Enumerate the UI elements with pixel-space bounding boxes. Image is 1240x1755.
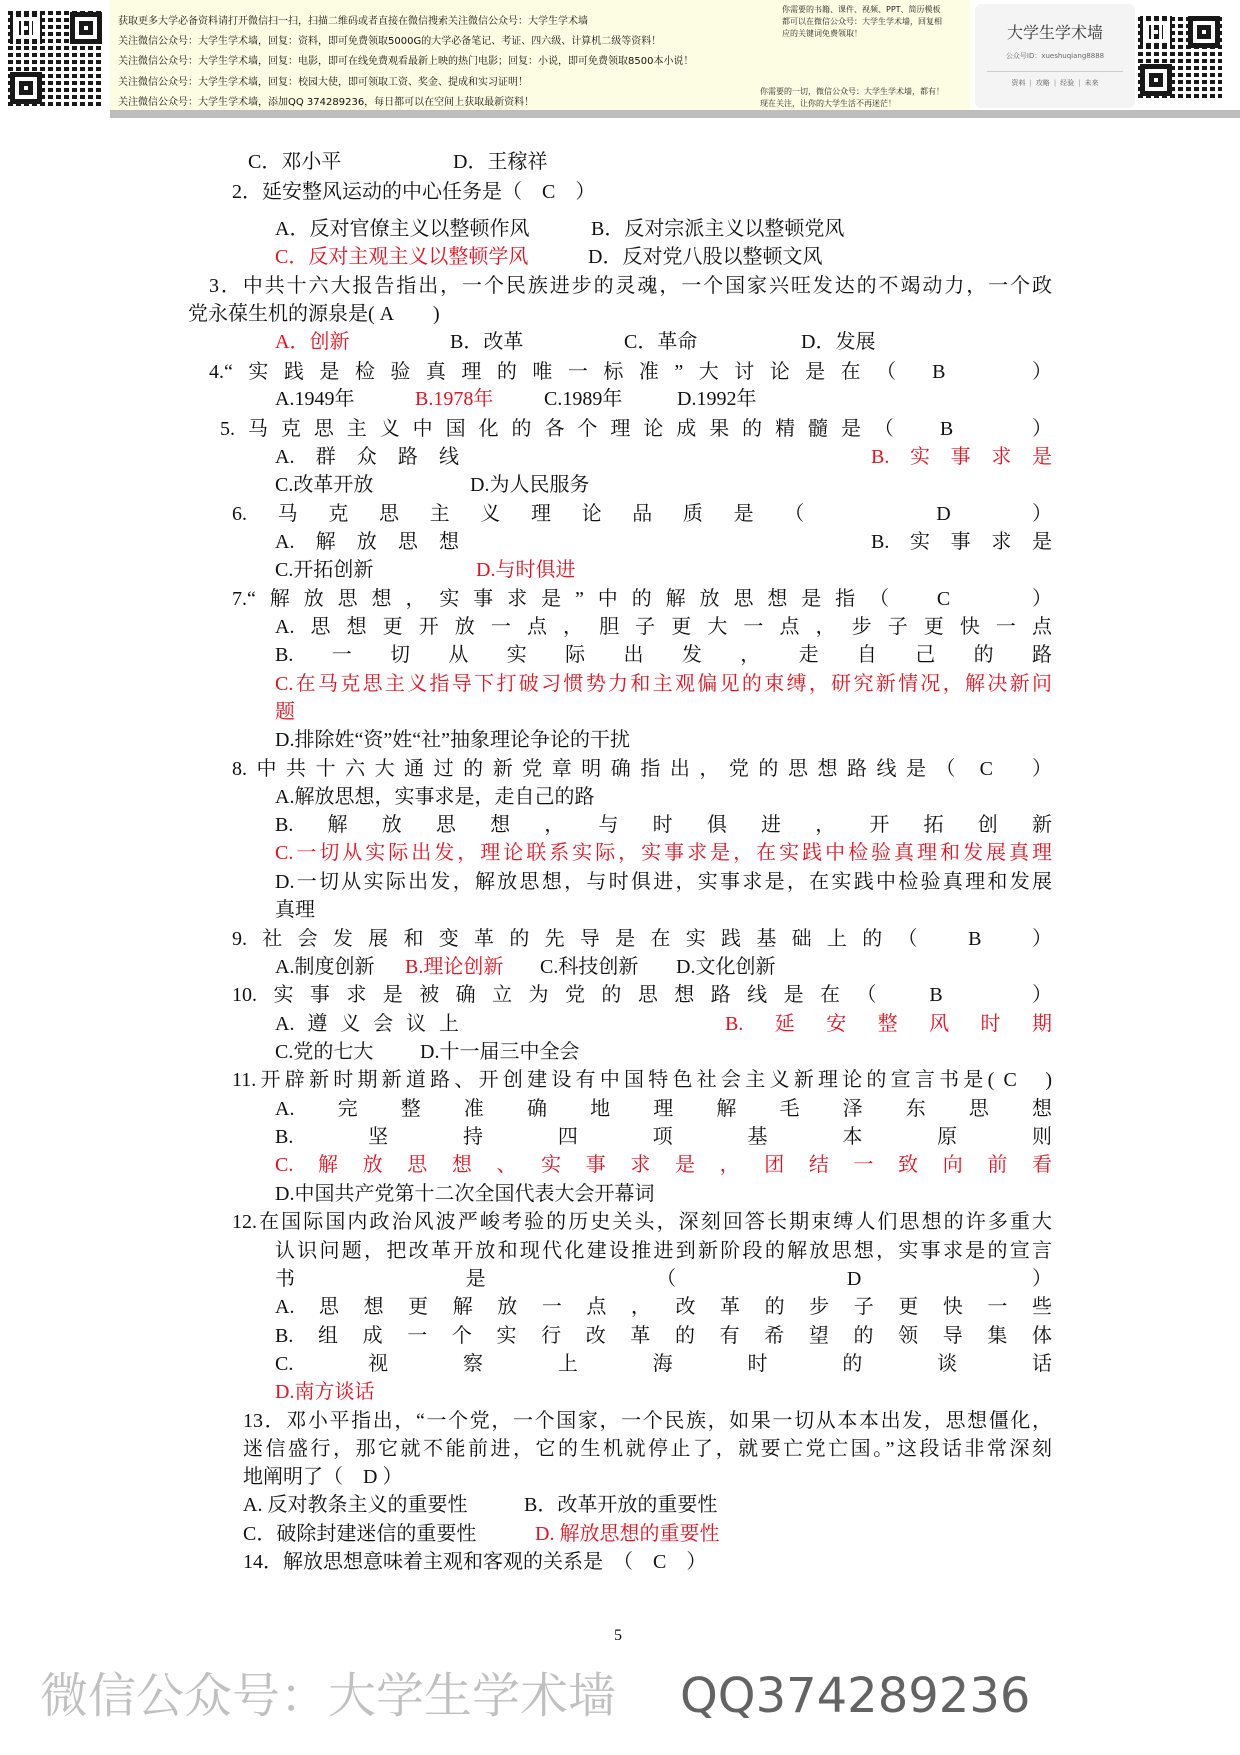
- option: C.1989年: [544, 388, 623, 410]
- option: B.组成一个实行改革的有希望的领导集体: [275, 1325, 1052, 1347]
- correct-option: C.一切从实际出发，理论联系实际，实事求是，在实践中检验真理和发展真理: [275, 842, 1052, 864]
- option: C．邓小平: [248, 151, 342, 173]
- option: A. 反对教条主义的重要性: [243, 1494, 468, 1516]
- account-id: 公众号ID：xueshuqiang8888: [1005, 52, 1105, 60]
- account-links: 资料 | 攻略 | 经验 | 未来: [1011, 79, 1099, 87]
- question-stem: 2．延安整风运动的中心任务是（ C ）: [232, 181, 596, 203]
- question-stem: 3．中共十六大报告指出，一个民族进步的灵魂，一个国家兴旺发达的不竭动力，一个政: [209, 275, 1052, 297]
- watermark-qq: QQ374289236: [680, 1668, 1031, 1724]
- banner-line: 关注微信公众号：大学生学术墙，添加QQ 374289236，每日都可以在空间上获取最新资料！: [118, 97, 535, 108]
- page-number: 5: [614, 1627, 622, 1644]
- question-stem: 党永葆生机的源泉是( A ): [188, 303, 440, 325]
- question-stem: 认识问题，把改革开放和现代化建设推进到新阶段的解放思想，实事求是的宣言: [275, 1240, 1052, 1262]
- option: C.视察上海时的谈话: [275, 1353, 1052, 1375]
- option: B．改革开放的重要性: [524, 1494, 718, 1516]
- correct-option: D. 解放思想的重要性: [535, 1523, 720, 1545]
- option: C．革命: [624, 331, 698, 353]
- option: D.排除姓“资”姓“社”抽象理论争论的干扰: [275, 729, 630, 751]
- banner-line: 关注微信公众号：大学生学术墙，回复：电影，即可在线免费观看最新上映的热门电影；回复：小说，即可免费领取8500本小说！: [118, 56, 694, 67]
- option: B.实事求是: [871, 531, 1052, 553]
- option: D．反对党八股以整顿文风: [588, 246, 823, 268]
- promo-text: 现在关注，让你的大学生活不再迷茫！: [760, 99, 896, 108]
- option: B．改革: [450, 331, 524, 353]
- promo-text: 你需要的书籍、课件、视频、PPT、简历模板: [782, 5, 941, 14]
- question-stem: 11.开辟新时期新道路、开创建设有中国特色社会主义新理论的宣言书是( C ): [232, 1069, 1052, 1091]
- question-stem: 7.“解放思想，实事求是”中的解放思想是指（ C ）: [232, 588, 1052, 610]
- option: C．破除封建迷信的重要性: [243, 1523, 477, 1545]
- option: A.思想更开放一点，胆子更大一点，步子更快一点: [275, 616, 1052, 638]
- option: D．王稼祥: [453, 151, 548, 173]
- watermark: 微信公众号：大学生学术墙: [40, 1668, 617, 1724]
- option: B.一切从实际出发，走自己的路: [275, 644, 1052, 666]
- account-title: 大学生学术墙: [1006, 23, 1103, 42]
- correct-option: B.延安整风时期: [725, 1013, 1052, 1035]
- question-stem: 迷信盛行，那它就不能前进，它的生机就停止了，就要亡党亡国。”这段话非常深刻: [243, 1438, 1052, 1460]
- question-stem: 14．解放思想意味着主观和客观的关系是 （ C ）: [243, 1551, 707, 1573]
- option: C.党的七大: [275, 1041, 374, 1063]
- question-stem: 6.马克思主义理论品质是（ D ）: [232, 503, 1052, 525]
- question-stem: 9.社会发展和变革的先导是在实践基础上的（ B ）: [232, 928, 1052, 950]
- account-card: [975, 4, 1135, 108]
- banner-line: 获取更多大学必备资料请打开微信扫一扫，扫描二维码或者直接在微信搜索关注微信公众号：大学生学术墙: [118, 16, 588, 27]
- correct-option: C．反对主观主义以整顿学风: [275, 246, 529, 268]
- option: A.完整准确地理解毛泽东思想: [275, 1098, 1052, 1120]
- question-stem: 4.“实践是检验真理的唯一标准”大讨论是在（ B ）: [209, 361, 1052, 383]
- qr-code-left: [8, 10, 104, 106]
- question-stem: 12.在国际国内政治风波严峻考验的历史关头，深刻回答长期束缚人们思想的许多重大: [232, 1211, 1052, 1233]
- banner-strip: [110, 110, 1240, 118]
- option: D.中国共产党第十二次全国代表大会开幕词: [275, 1183, 655, 1205]
- banner-line: 关注微信公众号：大学生学术墙，回复：资料，即可免费领取5000G的大学必备笔记、考证、四六级、计算机二级等资料！: [118, 36, 662, 47]
- question-stem: 8.中共十六大通过的新党章明确指出，党的思想路线是（ C ）: [232, 758, 1052, 780]
- option: A.群众路线: [275, 446, 459, 468]
- correct-option: C.解放思想、实事求是，团结一致向前看: [275, 1154, 1052, 1176]
- question-stem: 5.马克思主义中国化的各个理论成果的精髓是（ B ）: [220, 418, 1052, 440]
- option: C.改革开放: [275, 474, 374, 496]
- option: D.文化创新: [676, 956, 776, 978]
- promo-text: 你需要的一切，微信公众号：大学生学术墙，都有！: [760, 87, 944, 96]
- promo-banner: [0, 0, 1240, 118]
- option: D.为人民服务: [470, 474, 590, 496]
- correct-option: B.理论创新: [405, 956, 504, 978]
- link-label: 攻略: [1035, 79, 1050, 87]
- option: D.十一届三中全会: [420, 1041, 580, 1063]
- correct-option: B.1978年: [415, 388, 494, 410]
- option: C.科技创新: [540, 956, 639, 978]
- option: A.制度创新: [275, 956, 375, 978]
- question-stem: 地阐明了（ D ）: [243, 1466, 403, 1488]
- option: A.遵义会议上: [275, 1013, 459, 1035]
- option: B.解放思想，与时俱进，开拓创新: [275, 814, 1052, 836]
- link-label: 经验: [1060, 79, 1075, 87]
- option: A.1949年: [275, 388, 355, 410]
- link-label: 资料: [1011, 79, 1026, 87]
- divider: [987, 71, 1123, 72]
- correct-option: C.在马克思主义指导下打破习惯势力和主观偏见的束缚，研究新情况，解决新问: [275, 673, 1052, 695]
- correct-option: B.实事求是: [871, 446, 1052, 468]
- option: C.开拓创新: [275, 559, 374, 581]
- qr-code-right: [1138, 14, 1222, 98]
- option: A.解放思想，实事求是，走自己的路: [275, 786, 595, 808]
- option: D．发展: [801, 331, 876, 353]
- promo-text: 应的关键词免费领取！: [782, 29, 862, 38]
- correct-option: 题: [275, 701, 295, 723]
- banner-line: 关注微信公众号：大学生学术墙，回复：校园大使，即可领取工资、奖金、提成和实习证明！: [118, 77, 528, 88]
- correct-option: A．创新: [275, 331, 350, 353]
- option: D.一切从实际出发，解放思想，与时俱进，实事求是，在实践中检验真理和发展: [275, 871, 1052, 893]
- option: 真理: [275, 899, 315, 921]
- option: D.1992年: [677, 388, 757, 410]
- correct-option: D.与时俱进: [476, 559, 576, 581]
- option: B.坚持四项基本原则: [275, 1126, 1052, 1148]
- link-label: 未来: [1084, 79, 1099, 87]
- option: A．反对官僚主义以整顿作风: [275, 218, 530, 240]
- promo-text: 都可以在微信公众号：大学生学术墙，回复相: [782, 17, 942, 26]
- option: A.思想更解放一点，改革的步子更快一些: [275, 1296, 1052, 1318]
- option: B．反对宗派主义以整顿党风: [591, 218, 845, 240]
- question-stem: 书是（D）: [275, 1268, 1052, 1290]
- question-stem: 10.实事求是被确立为党的思想路线是在（ B ）: [232, 984, 1052, 1006]
- option: A.解放思想: [275, 531, 459, 553]
- correct-option: D.南方谈话: [275, 1381, 375, 1403]
- question-stem: 13．邓小平指出，“一个党，一个国家，一个民族，如果一切从本本出发，思想僵化，: [243, 1410, 1052, 1432]
